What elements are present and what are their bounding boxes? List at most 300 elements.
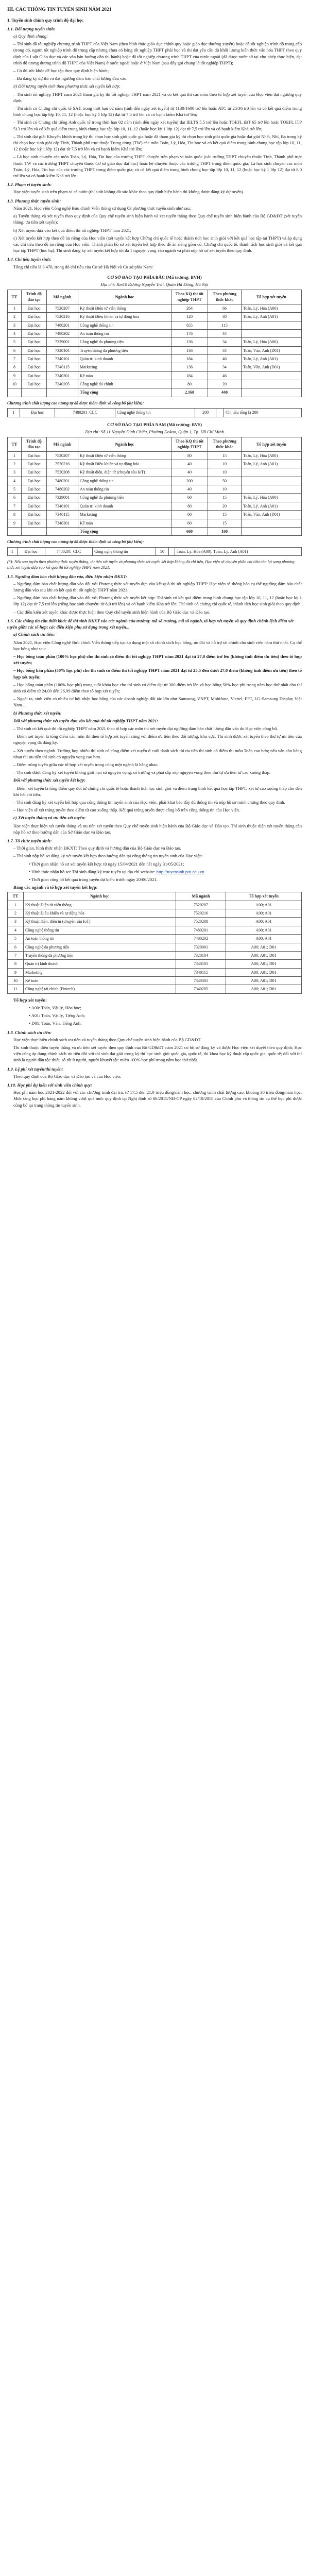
table-cell: 7480201: [176, 926, 226, 934]
table-cell: 10: [208, 485, 242, 494]
table-row: [8, 355, 302, 363]
table-cell: A00; A01; D01: [226, 951, 302, 959]
table-cell: Đại học: [22, 519, 47, 527]
table-cell: [242, 380, 302, 388]
table-caption: Chương trình chất lượng cao tương tự đã được thẩm định và công bố (dự kiến):: [7, 400, 144, 405]
paragraph: – Thí sinh đăng ký xét tuyển kết hợp qua cổng thông tin tuyển sinh của Học viện; phải khai báo đầy đủ thông tin và nộp hồ sơ minh chứng theo quy định.: [13, 799, 285, 805]
table-cell: Đại học: [22, 502, 47, 510]
table-cell: 264: [171, 304, 208, 312]
subheading-general-rules: a) Quy định chung:: [13, 33, 48, 39]
table-cell: [242, 468, 302, 477]
table-cell: 7520207: [176, 901, 226, 909]
list-item: a) Tuyển thẳng và xét tuyển theo quy định của Quy chế tuyển sinh hiện hành và xét tuyển thẳng theo Quy chế tuyển sinh hiện hành của Bộ GD&ĐT (xét tuyển thẳng, ưu tiên xét tuyển);: [13, 213, 302, 225]
list-item-text: Hình thức nhận hồ sơ: Thí sinh đăng ký trực tuyến tại địa chỉ website:: [31, 869, 156, 874]
table-cell: 160: [208, 527, 242, 535]
table-row: [8, 477, 302, 485]
paragraph: – Thời gian, hình thức nhận ĐKXT: Theo quy định và hướng dẫn của Bộ Giáo dục và Đào tạo.: [13, 845, 181, 851]
table-cell: Đại học: [20, 409, 55, 417]
table-cell: [242, 321, 302, 329]
table-cell: 184: [171, 371, 208, 380]
table-cell: 2: [8, 909, 24, 918]
section-heading-1-1: 1.1. Đối tượng tuyển sinh:: [7, 26, 56, 31]
column-header: Tổ hợp xét tuyển: [242, 290, 302, 304]
south-campus-address: Địa chỉ: Số 11 Nguyễn Đình Chiểu, Phường Đakao, Quận 1, Tp. Hồ Chí Minh: [85, 429, 224, 434]
table-cell: Đại học: [22, 485, 47, 494]
table-cell: Công nghệ thông tin: [78, 477, 171, 485]
table-row: [8, 338, 302, 346]
paragraph: – Học bổng toàn phần (100% học phí) cho thí sinh có điểm thi tốt nghiệp THPT năm 2021 đạt từ 27,0 điểm trở lên (không tính điểm ưu tiên) theo tổ hợp xét tuyển;: [13, 653, 302, 666]
table-row: [8, 460, 302, 468]
table-cell: 3: [8, 468, 22, 477]
list-item-text: A01: Toán, Vật lý, Tiếng Anh;: [31, 1013, 85, 1019]
table-row: [8, 547, 302, 555]
table-cell: Truyền thông đa phương tiện: [78, 346, 171, 354]
paragraph: – Thí sinh có kết quả thi tốt nghiệp THPT năm 2021 theo tổ hợp các môn thi xét tuyển đạt ngưỡng đảm bảo chất lượng đầu vào do Học viện công bố.: [13, 725, 278, 731]
table-cell: Tổng cộng: [78, 527, 171, 535]
combined-list: [7, 785, 302, 814]
table-cell: 1: [8, 409, 20, 417]
table-cell: 7480201: [47, 321, 78, 329]
table-cell: 80: [171, 380, 208, 388]
table-cell: Công nghệ tài chính (Fintech): [24, 985, 176, 993]
table-row: [8, 943, 302, 951]
table-cell: 200: [195, 409, 216, 417]
registration-details: [7, 861, 302, 883]
table-cell: Kỹ thuật Điện tử viễn thông: [78, 451, 171, 460]
quota-note: (*): Nếu sau tuyển theo phương thức tuyển thẳng, ưu tiên xét tuyển và phương thức xét tuyển kết hợp không đủ chỉ tiêu, Học viện sẽ chuyển phần chỉ tiêu còn lại sang phương thức xét tuyển dựa vào kết quả thi tốt nghiệp THPT năm 2021.: [7, 559, 295, 570]
table-cell: 7340115: [176, 968, 226, 976]
table-cell: 136: [171, 346, 208, 354]
table-cell: [22, 527, 47, 535]
table-cell: 7320104: [176, 951, 226, 959]
priority-list: [7, 1037, 302, 1063]
table-cell: Công nghệ đa phương tiện: [24, 943, 176, 951]
north-campus-clc-table: [7, 408, 302, 417]
list-item-text: A00: Toán, Vật lý, Hóa học;: [31, 1005, 81, 1010]
document-title: III. CÁC THÔNG TIN TUYỂN SINH NĂM 2021: [7, 7, 112, 12]
north-campus-title: CƠ SỞ ĐÀO TẠO PHÍA BẮC (Mã trường: BVH): [107, 274, 202, 280]
paragraph: Học viện thực hiện chính sách ưu tiên và tuyển thẳng theo Quy chế tuyển sinh hiện hành của Bộ GD&ĐT.: [13, 1037, 201, 1042]
table-cell: 5: [8, 485, 22, 494]
paragraph: – Điểm xét tuyển là tổng điểm quy đổi từ chứng chỉ quốc tế hoặc thành tích học sinh giỏi và điểm trung bình kết quả học tập THPT; xét từ cao xuống thấp cho đến khi hết chỉ tiêu.: [13, 785, 302, 797]
table-cell: Công nghệ thông tin: [93, 547, 156, 555]
table-body: [8, 547, 302, 555]
table-cell: 7340301: [47, 519, 78, 527]
table-cell: 7480201_CLC: [45, 547, 92, 555]
table-cell: 9: [8, 371, 22, 380]
paragraph: – Thí sinh nộp hồ sơ đăng ký xét tuyển kết hợp theo hướng dẫn tại cổng thông tin tuyển sinh của Học viện:: [13, 853, 203, 859]
scholarship-list: [7, 639, 302, 708]
section-heading-1-4: 1.4. Chỉ tiêu tuyển sinh:: [7, 257, 52, 262]
table-cell: Marketing: [78, 363, 171, 371]
table-cell: 2.160: [171, 388, 208, 397]
paragraph: Tổng chỉ tiêu là 3.470, trong đó chỉ tiêu của Cơ sở Hà Nội và Cơ sở phía Nam:: [13, 264, 153, 269]
table-cell: A00; A01; D01: [226, 943, 302, 951]
table-cell: [242, 329, 302, 337]
table-cell: 7520207: [47, 451, 78, 460]
table-cell: Truyền thông đa phương tiện: [24, 951, 176, 959]
north-campus-table: [7, 290, 302, 397]
table-cell: 40: [171, 460, 208, 468]
table-cell: Đại học: [22, 494, 47, 502]
table-cell: 46: [208, 371, 242, 380]
table-cell: 50: [208, 477, 242, 485]
table-cell: 15: [208, 511, 242, 519]
column-header: Tổ hợp xét tuyển: [242, 437, 302, 451]
table-cell: 34: [208, 338, 242, 346]
table-cell: 8: [8, 511, 22, 519]
table-cell: 2: [8, 460, 22, 468]
paragraph: Học viện thực hiện xét tuyển thẳng và ưu tiên xét tuyển theo Quy chế tuyển sinh hiện hành của Bộ Giáo dục và Đào tạo. Thí sinh thuộc diện xét tuyển thẳng cần nộp hồ sơ theo hướng dẫn của Sở Giáo dục và Đào tạo.: [13, 823, 302, 835]
table-cell: Toán, Lý, Hóa (A00): [242, 494, 302, 502]
table-cell: Đại học: [22, 338, 47, 346]
paragraph: – Ngoài ra, sinh viên có nhiều cơ hội nhận học bổng của các doanh nghiệp đối tác lớn như Samsung, VNPT, Mobifone, Viettel, FPT, LG-Samsung Display Việt Nam...: [13, 696, 302, 708]
table-cell: [47, 388, 78, 397]
table-cell: 50: [156, 547, 168, 555]
table-cell: Công nghệ thông tin: [24, 926, 176, 934]
table-cell: 7520207: [47, 304, 78, 312]
table-cell: [242, 519, 302, 527]
table-cell: A00; A01: [226, 918, 302, 926]
table-cell: 40: [171, 468, 208, 477]
column-header: TT: [8, 290, 22, 304]
table-cell: Đại học: [22, 363, 47, 371]
paragraph: – Điểm xét tuyển là tổng điểm các môn thi theo tổ hợp xét tuyển cộng với điểm ưu tiên theo đối tượng, khu vực. Thí sinh được xét tuyển theo thứ tự ưu tiên của nguyện vọng đã đăng ký.: [13, 734, 302, 745]
table-cell: 7329001: [176, 943, 226, 951]
table-cell: Đại học: [22, 468, 47, 477]
paragraph: Năm 2021, Học viện Công nghệ Bưu chính Viễn thông tiếp tục áp dụng một số chính sách học bổng, ưu đãi và hỗ trợ tài chính cho sinh viên năm thứ nhất. Cụ thể học bổng như sau:: [13, 639, 302, 651]
subheading-combined: Đối với phương thức xét tuyển kết hợp:: [13, 777, 85, 783]
column-header: Theo phương thức khác: [208, 437, 242, 451]
table-cell: 120: [171, 313, 208, 321]
table-total-row: [8, 388, 302, 397]
table-cell: Quản trị kinh doanh: [78, 355, 171, 363]
table-cell: 7320104: [47, 346, 78, 354]
table-cell: 7340205: [176, 985, 226, 993]
combined-admission-list: [7, 91, 302, 179]
list-item: • A01: Toán, Vật lý, Tiếng Anh;: [29, 1013, 85, 1019]
table-cell: 6: [8, 346, 22, 354]
table-row: [8, 485, 302, 494]
table-cell: 46: [208, 355, 242, 363]
table-cell: 60: [171, 511, 208, 519]
table-cell: [242, 388, 302, 397]
section-heading-1-3: 1.3. Phương thức tuyển sinh:: [7, 198, 61, 204]
table-caption: Chương trình chất lượng cao tương tự đã được thẩm định và công bố (dự kiến):: [7, 539, 144, 545]
table-row: [8, 519, 302, 527]
table-cell: 10: [8, 380, 22, 388]
table-cell: [22, 388, 47, 397]
method-list: [7, 213, 302, 253]
table-cell: [47, 527, 78, 535]
table-row: [8, 304, 302, 312]
table-row: [8, 346, 302, 354]
table-cell: 7340101: [47, 355, 78, 363]
table-cell: 7340301: [176, 977, 226, 985]
table-cell: 60: [171, 519, 208, 527]
table-cell: A00; A01; D01: [226, 968, 302, 976]
table-cell: 655: [171, 321, 208, 329]
column-header: Theo phương thức khác: [208, 290, 242, 304]
list-item: • Thời gian nhận hồ sơ xét tuyển kết hợp: từ ngày 15/04/2021 đến hết ngày 31/05/2021;: [29, 861, 184, 867]
table-row: [8, 451, 302, 460]
table-cell: 7480201_CLC: [55, 409, 115, 417]
column-header: Ngành học: [78, 437, 171, 451]
table-cell: Đại học: [22, 451, 47, 460]
table-cell: Toán, Văn, Anh (D01): [242, 511, 302, 519]
table-cell: 7520216: [176, 909, 226, 918]
admission-website-link[interactable]: http://tuyensinh.ptit.edu.vn: [156, 869, 204, 874]
column-header: Tổ hợp xét tuyển: [226, 892, 302, 901]
table-cell: Chỉ tiêu tổng là 200: [224, 409, 301, 417]
table-cell: A00; A01: [226, 909, 302, 918]
table-cell: Tổng cộng: [78, 388, 171, 397]
section-heading-1: 1. Tuyển sinh chính quy trình độ đại học: [7, 17, 83, 23]
table-cell: 10: [8, 977, 24, 985]
column-header: Trình độ đào tạo: [22, 437, 47, 451]
table-cell: Đại học: [22, 460, 47, 468]
table-cell: 2: [8, 313, 22, 321]
paragraph: – Học viện sẽ xét trúng tuyển theo điểm từ cao xuống thấp. Kết quả trúng tuyển được công bố trên cổng thông tin của Học viện.: [13, 807, 241, 813]
table-cell: 30: [208, 313, 242, 321]
table-total-row: [8, 527, 302, 535]
table-cell: Quản trị kinh doanh: [78, 502, 171, 510]
table-cell: Kỹ thuật Điện tử viễn thông: [78, 304, 171, 312]
table-cell: Toán, Lý, Hóa (A00): [242, 338, 302, 346]
table-cell: 440: [208, 388, 242, 397]
list-item: • Thời gian công bố kết quả trúng tuyển dự kiến: trước ngày 20/06/2021.: [29, 877, 158, 882]
paragraph: Học viện tuyển sinh trên phạm vi cả nước (thí sinh không đủ sức khỏe theo quy định hiện hành thì không được đăng ký dự tuyển).: [13, 189, 245, 195]
table-cell: Công nghệ tài chính: [78, 380, 171, 388]
table-cell: 7340115: [47, 363, 78, 371]
table-cell: 1: [8, 451, 22, 460]
table-cell: 15: [208, 494, 242, 502]
table-cell: [242, 527, 302, 535]
table-cell: 7: [8, 355, 22, 363]
table-cell: Đại học: [22, 329, 47, 337]
list-item: c) Xét tuyển kết hợp theo đề án riêng của Học viện (xét tuyển kết hợp Chứng chỉ quốc tế hoặc thành tích học sinh giỏi với kết quả học tập tại THPT) và áp dụng các chỉ tiêu theo đề án riêng của Học viện. Thành phần hồ sơ xét tuyển kết hợp theo đề án riêng gồm có: Chứng chỉ quốc tế, thành tích học sinh giỏi và kết quả học tập THPT (học bạ). Thí sinh đăng ký xét tuyển kết hợp tối đa 1 nguyện vọng vào ngành và phải nộp hồ sơ xét tuyển theo quy định.: [13, 235, 302, 253]
table-cell: Đại học: [22, 511, 47, 519]
table-cell: Marketing: [24, 968, 176, 976]
list-item: • D01: Toán, Văn, Tiếng Anh.: [29, 1021, 82, 1026]
table-row: [8, 502, 302, 510]
combo-legend-title: Tổ hợp xét tuyển:: [13, 997, 47, 1003]
table-cell: Đại học: [22, 346, 47, 354]
table-cell: Toán, Lý, Anh (A01): [242, 502, 302, 510]
table-header-row: [8, 892, 302, 901]
paragraph: – Ngưỡng đảm bảo chất lượng đầu vào đối với Phương thức xét tuyển kết hợp: Thí sinh có kết quả điểm trung bình chung học tập lớp 10, 11, 12 (hoặc học kỳ 1 lớp 12) đạt từ 7,5 trở lên (riêng học sinh chuyên: từ 8,0 trở lên) và có hạnh kiểm Khá trở lên; Thí sinh có chứng chỉ quốc tế, thành tích học sinh giỏi theo quy định.: [13, 595, 302, 607]
table-cell: 34: [208, 346, 242, 354]
table-cell: 7520216: [47, 313, 78, 321]
table-cell: 8: [8, 960, 24, 968]
table-cell: [8, 527, 22, 535]
paragraph: – Xét tuyển theo ngành. Trường hợp nhiều thí sinh có cùng điểm xét tuyển ở cuối danh sách thì ưu tiên thí sinh có điểm thi môn Toán cao hơn; nếu vẫn còn bằng nhau thì ưu tiên thí sinh có nguyện vọng cao hơn.: [13, 748, 302, 759]
table-cell: 44: [208, 329, 242, 337]
table-cell: Kỹ thuật điện, điện tử (chuyên sâu IoT): [78, 468, 171, 477]
table-cell: A00; A01: [226, 926, 302, 934]
table-cell: Đại học: [22, 313, 47, 321]
table-cell: 7340101: [176, 960, 226, 968]
section-heading-1-10: 1.10. Học phí dự kiến với sinh viên chính quy:: [7, 1082, 92, 1088]
south-campus-clc-table: [7, 547, 302, 556]
majors-combo-table: [7, 892, 302, 993]
list-item: • Hình thức nhận hồ sơ: Thí sinh đăng ký trực tuyến tại địa chỉ website: http://tuyensinh.ptit.edu.vn: [29, 869, 204, 874]
table-cell: 7: [8, 502, 22, 510]
table-cell: Toán, Lý, Anh (A01): [242, 313, 302, 321]
section-heading-1-9: 1.9. Lệ phí xét tuyển/thi tuyển:: [7, 1066, 63, 1072]
section-heading-1-7: 1.7. Tổ chức tuyển sinh:: [7, 838, 52, 843]
table-cell: 7520216: [47, 460, 78, 468]
paragraph: – Học bổng toàn phần (100% học phí) trong suốt khóa học cho thí sinh có điểm đạt từ 300 điểm trở lên và học bổng 50% học phí trong năm học thứ nhất cho thí sinh có điểm từ 24,00 đến 26,99 điểm theo tổ hợp xét tuyển;: [13, 682, 302, 693]
paragraph: – Có đủ sức khỏe để học tập theo quy định hiện hành;: [13, 68, 109, 74]
table-cell: 1: [8, 547, 18, 555]
paragraph: – Các điều kiện xét tuyển khác được thực hiện theo Quy chế tuyển sinh hiện hành của Bộ Giáo dục và Đào tạo.: [13, 609, 211, 615]
table-row: [8, 380, 302, 388]
column-header: Mã ngành: [47, 290, 78, 304]
table-row: [8, 935, 302, 943]
table-cell: [216, 409, 224, 417]
table-cell: 136: [171, 338, 208, 346]
table-cell: 20: [208, 380, 242, 388]
table-cell: 34: [208, 363, 242, 371]
column-header: TT: [8, 892, 24, 901]
table-cell: Kỹ thuật Điện tử viễn thông: [24, 901, 176, 909]
table-cell: 6: [8, 494, 22, 502]
table-row: [8, 468, 302, 477]
table-cell: Toán, Văn, Anh (D01): [242, 346, 302, 354]
table-cell: 7329001: [47, 494, 78, 502]
table-cell: [242, 477, 302, 485]
table-row: [8, 951, 302, 959]
exam-based-list: [7, 725, 302, 775]
section-heading-1-6: 1.6. Các thông tin cần thiết khác để thí sinh ĐKXT vào các ngành của trường: mã số trường, mã số ngành, tổ hợp xét tuyển và quy định chênh lệch điểm xét tuyển giữa các tổ hợp; các điều kiện phụ sử dụng trong xét tuyển...: [7, 618, 294, 630]
table-cell: Đại học: [22, 371, 47, 380]
list-item-text: D01: Toán, Văn, Tiếng Anh.: [31, 1021, 82, 1026]
column-header: Ngành học: [24, 892, 176, 901]
column-header: Ngành học: [78, 290, 171, 304]
subheading-admission-method: b) Phương thức xét tuyển:: [13, 710, 62, 716]
table-cell: Kế toán: [78, 371, 171, 380]
table-cell: Kỹ thuật điện, điện tử (chuyên sâu IoT): [24, 918, 176, 926]
table-cell: 4: [8, 926, 24, 934]
table-cell: Toán, Lý, Anh (A01): [242, 355, 302, 363]
table-cell: Toán, Lý, Hóa (A00): [242, 304, 302, 312]
table-cell: 7: [8, 951, 24, 959]
table-cell: 15: [208, 451, 242, 460]
table-cell: 80: [171, 502, 208, 510]
table-cell: 4: [8, 329, 22, 337]
table-cell: 80: [171, 451, 208, 460]
table-cell: Toán, Lý, Hóa (A00); Toán, Lý, Anh (A01): [175, 547, 301, 555]
paragraph: – Điểm trúng tuyển giữa các tổ hợp xét tuyển trong cùng một ngành là bằng nhau.: [13, 761, 159, 767]
table-cell: 8: [8, 363, 22, 371]
table-cell: 7480202: [47, 329, 78, 337]
table-cell: Đại học: [22, 304, 47, 312]
column-header: Mã ngành: [176, 892, 226, 901]
table-cell: Kế toán: [24, 977, 176, 985]
table-cell: Kỹ thuật Điều khiển và tự động hóa: [24, 909, 176, 918]
subheading-direct-admission: c) Xét tuyển thẳng và ưu tiên xét tuyển:: [13, 815, 86, 821]
list-item: b) Xét tuyển dựa vào kết quả điểm thi tốt nghiệp THPT năm 2021;: [13, 227, 131, 233]
subheading-exam-based: Đối với phương thức xét tuyển dựa vào kết quả thi tốt nghiệp THPT năm 2021:: [13, 718, 159, 723]
majors-table-title: Bảng các ngành và tổ hợp xét tuyển kết hợp:: [13, 885, 98, 890]
paragraph: Theo quy định của Bộ Giáo dục và Đào tạo và của Học viện.: [13, 1073, 122, 1079]
table-cell: 176: [171, 329, 208, 337]
paragraph: – Thí sinh tốt nghiệp THPT năm 2021 tham gia kỳ thi tốt nghiệp THPT năm 2021 và có kết quả thi các môn theo tổ hợp xét tuyển của Học viện đạt ngưỡng quy định;: [13, 91, 302, 103]
table-header-row: [8, 437, 302, 451]
column-header: TT: [8, 437, 22, 451]
general-rules-list: [7, 41, 302, 81]
table-cell: 10: [208, 468, 242, 477]
table-cell: 6: [8, 943, 24, 951]
table-row: [8, 960, 302, 968]
table-cell: A00; A01; D01: [226, 985, 302, 993]
section-heading-1-2: 1.2. Phạm vi tuyển sinh:: [7, 182, 52, 188]
table-cell: 7340101: [47, 502, 78, 510]
table-cell: Đại học: [22, 380, 47, 388]
table-cell: 660: [171, 527, 208, 535]
paragraph: – Ngưỡng đảm bảo chất lượng đầu vào đối với Phương thức xét tuyển dựa vào kết quả thi tốt nghiệp THPT: Học viện sẽ thông báo cụ thể ngưỡng đảm bảo chất lượng đầu vào sau khi có kết quả thi tốt nghiệp THPT năm 2021.: [13, 581, 302, 593]
list-item-text: Thời gian nhận hồ sơ xét tuyển kết hợp: từ ngày 15/04/2021 đến hết ngày 31/05/2021;: [31, 861, 184, 867]
table-cell: A00; A01: [226, 901, 302, 909]
table-cell: Công nghệ đa phương tiện: [78, 494, 171, 502]
table-cell: Toán, Lý, Hóa (A00): [242, 451, 302, 460]
table-cell: 10: [208, 460, 242, 468]
table-row: [8, 494, 302, 502]
table-cell: 7340301: [47, 371, 78, 380]
table-cell: Kế toán: [78, 519, 171, 527]
subheading-combined-admission: b) Đối tượng tuyển sinh theo phương thức xét tuyển kết hợp:: [13, 83, 121, 89]
table-cell: Toán, Văn, Anh (D01): [242, 363, 302, 371]
table-cell: 115: [208, 321, 242, 329]
table-cell: 66: [208, 304, 242, 312]
table-cell: [242, 371, 302, 380]
table-cell: 15: [208, 519, 242, 527]
table-cell: 1: [8, 304, 22, 312]
paragraph: – Học bổng bán phần (50% học phí) cho thí sinh có điểm thi tốt nghiệp THPT năm 2021 đạt từ 25,5 đến dưới 27,0 điểm (không tính điểm ưu tiên) theo tổ hợp xét tuyển;: [13, 668, 302, 680]
table-cell: 7480202: [47, 485, 78, 494]
table-row: [8, 926, 302, 934]
table-cell: Quản trị kinh doanh: [24, 960, 176, 968]
table-cell: A00; A01: [226, 935, 302, 943]
table-cell: 7329001: [47, 338, 78, 346]
column-header: Theo KQ thi tốt nghiệp THPT: [171, 290, 208, 304]
document-page: [0, 0, 309, 1108]
table-cell: 9: [8, 968, 24, 976]
paragraph: – Thí sinh đã tốt nghiệp chương trình THPT của Việt Nam (theo hình thức giáo dục chính quy hoặc giáo dục thường xuyên) hoặc đã tốt nghiệp trình độ trung cấp (trong đó, người tốt nghiệp trình độ trung cấp nhưng chưa có bằng tốt nghiệp THPT phải học và thi đạt yêu cầu đủ khối lượng kiến thức văn hóa THPT theo quy định của Luật Giáo dục và các văn bản hướng dẫn thi hành) hoặc đã tốt nghiệp chương trình THPT của nước ngoài (đã được nước sở tại cho phép thực hiện, đạt trình độ tương đương trình độ THPT của Việt Nam) ở nước ngoài hoặc ở Việt Nam (sau đây gọi chung là tốt nghiệp THPT);: [13, 41, 302, 65]
table-cell: 7340205: [47, 380, 78, 388]
table-row: [8, 909, 302, 918]
north-campus-address: Địa chỉ: Km10 Đường Nguyễn Trãi, Quận Hà Đông, Hà Nội: [100, 281, 209, 287]
paragraph: Năm 2021, Học viện Công nghệ Bưu chính Viễn thông sử dụng 03 phương thức tuyển sinh như sau:: [13, 205, 191, 211]
paragraph: – Là học sinh chuyên các môn Toán, Lý, Hóa, Tin học của trường THPT chuyên trên phạm vi toàn quốc (các trường THPT chuyên thuộc Tỉnh, Thành phố trực thuộc TW và các trường THPT chuyên thuộc Cơ sở giáo dục đại học) hoặc hệ chuyên thuộc các trường THPT trọng điểm quốc gia; Là học sinh chuyên các môn Toán, Lý, Hóa, Tin học của các trường THPT trong điểm quốc gia; và có kết quả điểm trung bình chung học tập lớp 10, 11, 12 (hoặc học kỳ 1 lớp 12) đạt từ 8,0 trở lên và có hạnh kiểm Khá trở lên.: [13, 154, 302, 179]
table-row: [8, 329, 302, 337]
table-cell: An toàn thông tin: [78, 485, 171, 494]
table-cell: Đại học: [22, 477, 47, 485]
table-cell: 7520208: [47, 468, 78, 477]
table-cell: 184: [171, 355, 208, 363]
column-header: Trình độ đào tạo: [22, 290, 47, 304]
table-cell: 11: [8, 985, 24, 993]
table-cell: [169, 547, 175, 555]
table-row: [8, 321, 302, 329]
table-row: [8, 977, 302, 985]
table-cell: [8, 388, 22, 397]
table-cell: Kỹ thuật Điều khiển và tự động hóa: [78, 313, 171, 321]
table-cell: 3: [8, 918, 24, 926]
table-body: [8, 451, 302, 536]
table-row: [8, 409, 302, 417]
